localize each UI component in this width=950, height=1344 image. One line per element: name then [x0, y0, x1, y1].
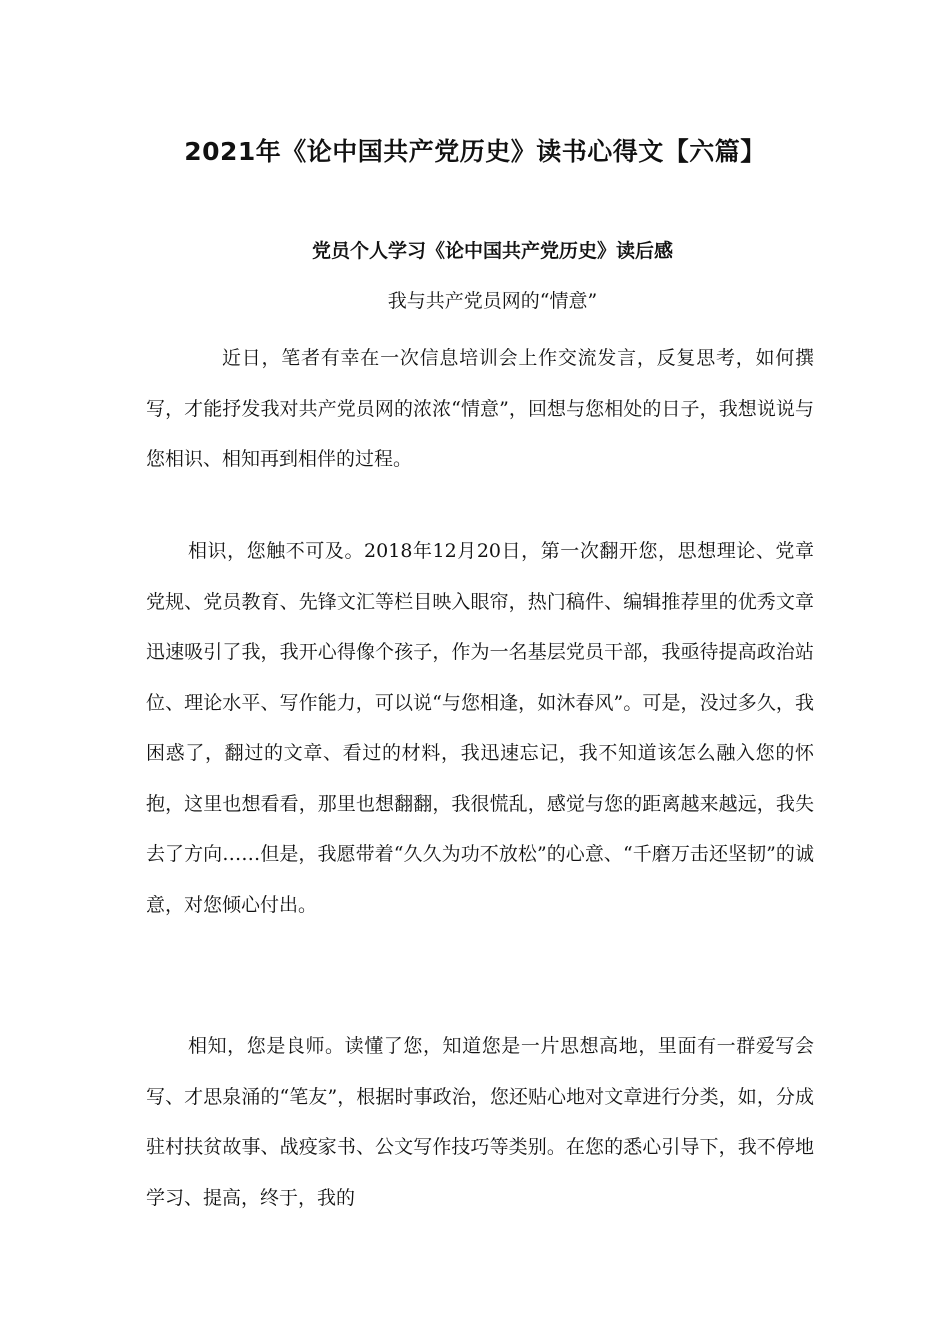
section-heading: 党员个人学习《论中国共产党历史》读后感	[311, 240, 673, 262]
paragraph-acquaintance: 相识，您触不可及。2018年12月20日，第一次翻开您，思想理论、党章党规、党员教育、先锋文汇等栏目映入眼帘，热门稿件、编辑推荐里的优秀文章迅速吸引了我，我开心得像个孩子，作为一名基层党员干部，我亟待提高政治站位、理论水平、写作能力，可以说“与您相逢，如沐春风”。可是，没过多久，我困惑了，翻过的文章、看过的材料，我迅速忘记，我不知道该怎么融入您的怀抱，这里也想看看，那里也想翻翻，我很慌乱，感觉与您的距离越来越远，我失去了方向……但是，我愿带着“久久为功不放松”的心意、“千磨万击还坚韧”的诚意，对您倾心付出。	[146, 540, 814, 916]
paragraph-intro: 近日，笔者有幸在一次信息培训会上作交流发言，反复思考，如何撰写，才能抒发我对共产党员网的浓浓“情意”，回想与您相处的日子，我想说说与您相识、相知再到相伴的过程。	[146, 347, 814, 470]
section-subheading: 我与共产党员网的“情意”	[387, 290, 598, 312]
document-title: 2021年《论中国共产党历史》读书心得文【六篇】	[184, 137, 766, 166]
paragraph-understanding: 相知，您是良师。读懂了您，知道您是一片思想高地，里面有一群爱写会写、才思泉涌的“笔友”，根据时事政治，您还贴心地对文章进行分类，如，分成驻村扶贫故事、战疫家书、公文写作技巧等类别。在您的悉心引导下，我不停地学习、提高，终于，我的	[146, 1035, 814, 1209]
